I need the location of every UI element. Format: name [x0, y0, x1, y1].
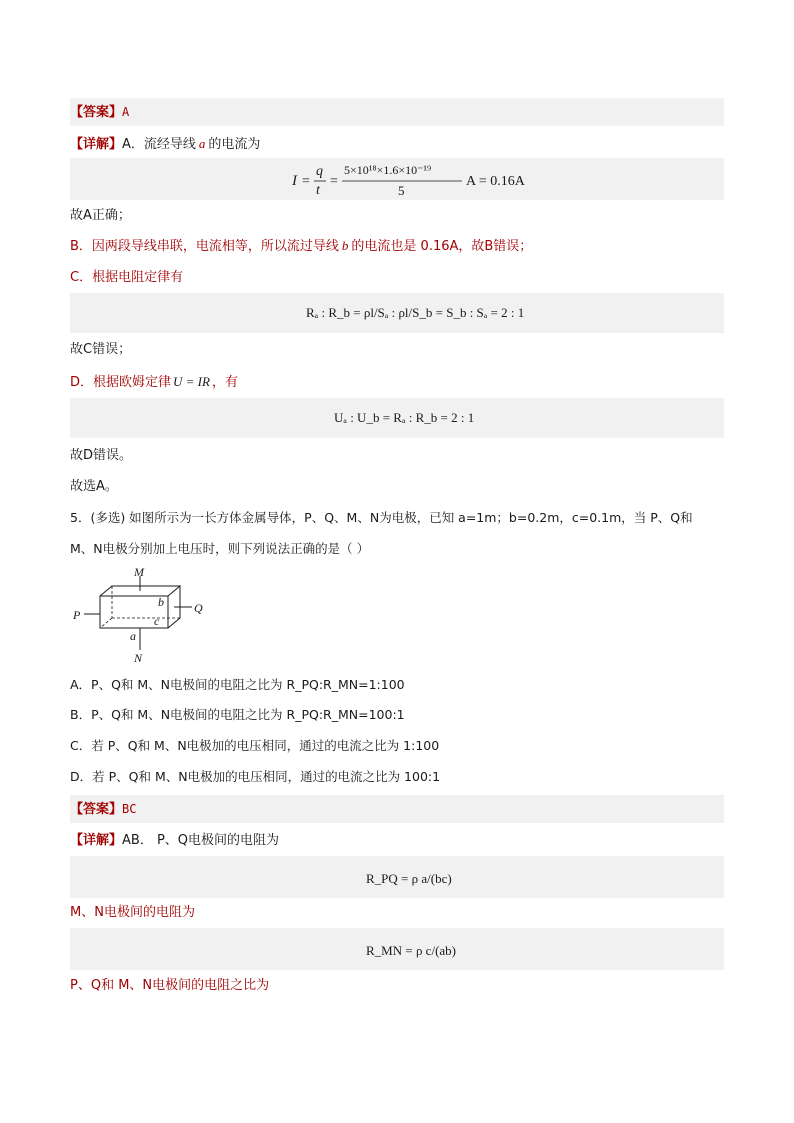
q5-answer-value: BC: [122, 802, 137, 816]
label-N: N: [134, 651, 143, 665]
d-text-pre: D．根据欧姆定律: [70, 375, 172, 390]
d-conclusion: 故D错误。: [70, 448, 133, 463]
d-formula: U = IR: [173, 374, 210, 389]
q4-answer-line: [70, 98, 724, 126]
equation-voltage: [70, 398, 724, 438]
detail-a-prefix: A．流经导线: [122, 137, 196, 152]
var-b: b: [341, 238, 349, 253]
ratio-line: P、Q和 M、N电极间的电阻之比为: [70, 978, 270, 993]
svg-text:=: =: [302, 174, 310, 189]
mn-line: M、N电极间的电阻为: [70, 905, 195, 920]
eq1-frac2-num: 5×10¹⁸×1.6×10⁻¹⁹: [344, 163, 432, 177]
label-c: c: [154, 614, 160, 628]
q4-detail-line: [70, 134, 724, 155]
detail-tag: 【详解】: [70, 137, 123, 152]
b-text-pre: B．因两段导线串联，电流相等，所以流过导线: [70, 239, 339, 254]
a-conclusion: 故A正确；: [70, 208, 131, 223]
label-P: P: [73, 608, 81, 622]
eq1-frac1-den: t: [316, 183, 320, 198]
detail-a-suffix: 的电流为: [208, 137, 261, 152]
eq3-text: Uₐ : U_b = Rₐ : R_b = 2 : 1: [334, 410, 475, 425]
option-a: A．P、Q和 M、N电极间的电阻之比为 R_PQ:R_MN=1:100: [70, 677, 405, 692]
conductor-figure: [70, 566, 210, 666]
d-line: [70, 372, 724, 393]
option-b: B．P、Q和 M、N电极间的电阻之比为 R_PQ:R_MN=100:1: [70, 707, 405, 722]
eq-mn-text: R_MN = ρ c/(ab): [366, 943, 456, 958]
equation-current: [70, 158, 724, 200]
q5-answer-line: [70, 795, 724, 823]
option-c: C．若 P、Q和 M、N电极加的电压相同，通过的电流之比为 1:100: [70, 738, 440, 753]
q5-stem-line1: 5．(多选) 如图所示为一长方体金属导体，P、Q、M、N为电极，已知 a=1m；b=0.2m，c=0.1m，当 P、Q和: [70, 510, 693, 525]
q5-detail-text: AB． P、Q电极间的电阻为: [122, 833, 280, 848]
c-conclusion: 故C错误；: [70, 342, 132, 357]
label-Q: Q: [194, 601, 203, 615]
q5-detail-line: [70, 831, 724, 851]
label-a: a: [130, 629, 136, 643]
answer-tag: 【答案】: [70, 105, 123, 120]
label-M: M: [134, 566, 144, 579]
q5-stem-line2: M、N电极分别加上电压时，则下列说法正确的是（ ）: [70, 541, 370, 556]
svg-text:=: =: [330, 174, 338, 189]
eq1-tail: A = 0.16A: [466, 174, 525, 189]
eq1-lhs: I: [292, 173, 297, 189]
var-a: a: [198, 136, 206, 151]
eq-pq-text: R_PQ = ρ a/(bc): [366, 871, 452, 886]
q5-detail-tag: 【详解】: [70, 833, 123, 848]
b-text-post: 的电流也是 0.16A，故B错误；: [351, 239, 533, 254]
c-line: C．根据电阻定律有: [70, 270, 184, 285]
option-d: D．若 P、Q和 M、N电极加的电压相同，通过的电流之比为 100:1: [70, 769, 441, 784]
d-text-post: ，有: [211, 375, 238, 390]
equation-r-pq: [70, 856, 724, 898]
answer-value: A: [122, 105, 130, 119]
eq2-text: Rₐ : R_b = ρl/Sₐ : ρl/S_b = S_b : Sₐ = 2 : 1: [306, 305, 525, 320]
eq1-frac1-num: q: [316, 164, 323, 179]
label-b: b: [158, 595, 164, 609]
eq1-frac2-den: 5: [398, 183, 405, 198]
equation-r-mn: [70, 928, 724, 970]
final-answer: 故选A。: [70, 479, 118, 494]
b-line: [70, 236, 724, 257]
q5-answer-tag: 【答案】: [70, 802, 123, 817]
equation-resistance-law: [70, 293, 724, 333]
